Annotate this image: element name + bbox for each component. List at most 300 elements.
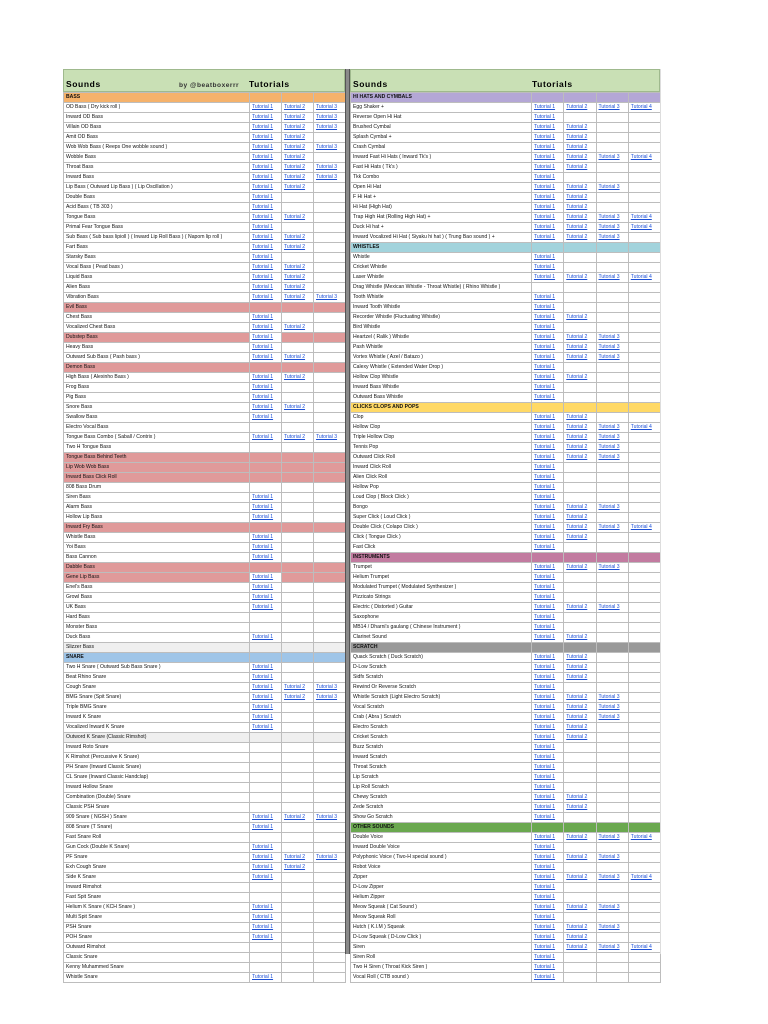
- tutorial-link[interactable]: Tutorial 1: [250, 163, 282, 173]
- tutorial-link[interactable]: Tutorial 2: [282, 273, 314, 283]
- tutorial-link[interactable]: Tutorial 2: [282, 173, 314, 183]
- tutorial-link[interactable]: Tutorial 2: [282, 263, 314, 273]
- tutorial-link[interactable]: Tutorial 2: [282, 853, 314, 863]
- tutorial-link[interactable]: Tutorial 2: [282, 373, 314, 383]
- tutorial-link[interactable]: Tutorial 1: [250, 573, 282, 583]
- tutorial-link[interactable]: Tutorial 1: [532, 263, 564, 273]
- tutorial-link[interactable]: Tutorial 2: [282, 293, 314, 303]
- tutorial-link[interactable]: Tutorial 1: [532, 733, 564, 743]
- tutorial-link[interactable]: Tutorial 1: [250, 863, 282, 873]
- tutorial-link[interactable]: Tutorial 2: [564, 443, 596, 453]
- tutorial-link[interactable]: Tutorial 2: [282, 183, 314, 193]
- tutorial-link[interactable]: Tutorial 4: [628, 523, 660, 533]
- tutorial-link[interactable]: Tutorial 2: [564, 233, 596, 243]
- tutorial-link[interactable]: Tutorial 2: [282, 103, 314, 113]
- tutorial-link[interactable]: Tutorial 1: [532, 373, 564, 383]
- empty-cell: [282, 383, 314, 393]
- tutorial-link[interactable]: Tutorial 1: [250, 223, 282, 233]
- tutorial-link[interactable]: Tutorial 3: [314, 813, 346, 823]
- tutorial-link[interactable]: Tutorial 3: [596, 693, 628, 703]
- tutorial-link[interactable]: Tutorial 1: [532, 743, 564, 753]
- tutorial-link[interactable]: Tutorial 1: [532, 433, 564, 443]
- section-header-row: [64, 653, 346, 663]
- tutorial-link[interactable]: Tutorial 2: [564, 203, 596, 213]
- tutorial-link[interactable]: Tutorial 3: [596, 923, 628, 933]
- tutorial-link[interactable]: Tutorial 2: [564, 423, 596, 433]
- tutorial-link[interactable]: Tutorial 1: [250, 633, 282, 643]
- tutorial-link[interactable]: Tutorial 2: [564, 453, 596, 463]
- tutorial-link[interactable]: Tutorial 1: [532, 653, 564, 663]
- tutorial-link[interactable]: Tutorial 2: [564, 663, 596, 673]
- tutorial-link[interactable]: Tutorial 3: [596, 453, 628, 463]
- tutorial-link[interactable]: Tutorial 2: [564, 123, 596, 133]
- tutorial-link[interactable]: Tutorial 1: [532, 913, 564, 923]
- tutorial-link[interactable]: Tutorial 1: [532, 923, 564, 933]
- tutorial-link[interactable]: Tutorial 2: [564, 933, 596, 943]
- tutorial-link[interactable]: Tutorial 2: [564, 223, 596, 233]
- tutorial-link[interactable]: Tutorial 1: [250, 813, 282, 823]
- tutorial-link[interactable]: Tutorial 4: [628, 153, 660, 163]
- tutorial-link[interactable]: Tutorial 1: [250, 293, 282, 303]
- tutorial-link[interactable]: Tutorial 2: [282, 153, 314, 163]
- tutorial-link[interactable]: Tutorial 1: [532, 583, 564, 593]
- sound-name: K Rimshot (Percussive K Snare): [64, 753, 250, 763]
- tutorial-link[interactable]: Tutorial 1: [532, 323, 564, 333]
- tutorial-link[interactable]: Tutorial 1: [532, 153, 564, 163]
- tutorial-link[interactable]: Tutorial 2: [282, 283, 314, 293]
- sound-name: Quack Scratch ( Duck Scratch): [351, 653, 532, 663]
- tutorial-link[interactable]: Tutorial 1: [532, 303, 564, 313]
- tutorial-link[interactable]: Tutorial 2: [282, 323, 314, 333]
- empty-cell: [314, 303, 346, 313]
- tutorial-link[interactable]: Tutorial 1: [250, 583, 282, 593]
- tutorial-link[interactable]: Tutorial 3: [596, 223, 628, 233]
- tutorial-link[interactable]: Tutorial 1: [532, 523, 564, 533]
- tutorial-link[interactable]: Tutorial 1: [532, 663, 564, 673]
- sound-name: OD Bass ( Dry kick roll ): [64, 103, 250, 113]
- tutorial-link[interactable]: Tutorial 3: [596, 423, 628, 433]
- tutorial-link[interactable]: Tutorial 2: [564, 713, 596, 723]
- tutorial-link[interactable]: Tutorial 1: [250, 933, 282, 943]
- tutorial-link[interactable]: Tutorial 1: [250, 823, 282, 833]
- tutorial-link[interactable]: Tutorial 1: [532, 773, 564, 783]
- tutorial-link[interactable]: Tutorial 2: [564, 273, 596, 283]
- tutorial-link[interactable]: Tutorial 2: [564, 653, 596, 663]
- tutorial-link[interactable]: Tutorial 2: [564, 313, 596, 323]
- tutorial-link[interactable]: Tutorial 3: [314, 103, 346, 113]
- tutorial-link[interactable]: Tutorial 1: [532, 933, 564, 943]
- tutorial-link[interactable]: Tutorial 4: [628, 833, 660, 843]
- tutorial-link[interactable]: Tutorial 1: [532, 203, 564, 213]
- tutorial-link[interactable]: Tutorial 1: [532, 603, 564, 613]
- tutorial-link[interactable]: Tutorial 1: [532, 763, 564, 773]
- tutorial-link[interactable]: Tutorial 3: [314, 853, 346, 863]
- tutorial-link[interactable]: Tutorial 2: [282, 433, 314, 443]
- tutorial-link[interactable]: Tutorial 1: [532, 703, 564, 713]
- empty-cell: [282, 713, 314, 723]
- tutorial-link[interactable]: Tutorial 1: [532, 753, 564, 763]
- tutorial-link[interactable]: Tutorial 1: [250, 683, 282, 693]
- tutorial-link[interactable]: Tutorial 1: [250, 183, 282, 193]
- tutorial-link[interactable]: Tutorial 1: [250, 713, 282, 723]
- tutorial-link[interactable]: Tutorial 3: [596, 833, 628, 843]
- sheet-right-gridline: [660, 69, 661, 954]
- tutorial-link[interactable]: Tutorial 1: [532, 393, 564, 403]
- sound-row: [351, 153, 661, 163]
- tutorial-link[interactable]: Tutorial 1: [250, 283, 282, 293]
- tutorial-link[interactable]: Tutorial 3: [596, 563, 628, 573]
- tutorial-link[interactable]: Tutorial 1: [532, 783, 564, 793]
- tutorial-link[interactable]: Tutorial 1: [532, 843, 564, 853]
- tutorial-link[interactable]: Tutorial 1: [532, 963, 564, 973]
- tutorial-link[interactable]: Tutorial 1: [250, 253, 282, 263]
- tutorial-link[interactable]: Tutorial 2: [564, 603, 596, 613]
- tutorial-link[interactable]: Tutorial 1: [250, 853, 282, 863]
- tutorial-link[interactable]: Tutorial 1: [250, 403, 282, 413]
- sound-row: [351, 503, 661, 513]
- tutorial-link[interactable]: Tutorial 1: [250, 233, 282, 243]
- tutorial-link[interactable]: Tutorial 1: [532, 333, 564, 343]
- tutorial-link[interactable]: Tutorial 1: [532, 183, 564, 193]
- tutorial-link[interactable]: Tutorial 1: [250, 343, 282, 353]
- tutorial-link[interactable]: Tutorial 2: [564, 523, 596, 533]
- tutorial-link[interactable]: Tutorial 1: [532, 363, 564, 373]
- tutorial-link[interactable]: Tutorial 1: [250, 703, 282, 713]
- left-tutorials-header: Tutorials: [249, 79, 290, 89]
- tutorial-link[interactable]: Tutorial 4: [628, 873, 660, 883]
- tutorial-link[interactable]: Tutorial 1: [532, 673, 564, 683]
- tutorial-link[interactable]: Tutorial 1: [532, 343, 564, 353]
- tutorial-link[interactable]: Tutorial 1: [250, 143, 282, 153]
- tutorial-link[interactable]: Tutorial 1: [250, 913, 282, 923]
- tutorial-link[interactable]: Tutorial 2: [564, 413, 596, 423]
- tutorial-link[interactable]: Tutorial 1: [250, 413, 282, 423]
- section-header-row: [351, 553, 661, 563]
- tutorial-link[interactable]: Tutorial 2: [564, 903, 596, 913]
- tutorial-link[interactable]: Tutorial 4: [628, 273, 660, 283]
- tutorial-link[interactable]: Tutorial 1: [532, 713, 564, 723]
- tutorial-link[interactable]: Tutorial 1: [532, 213, 564, 223]
- tutorial-link[interactable]: Tutorial 2: [282, 123, 314, 133]
- tutorial-link[interactable]: Tutorial 2: [564, 183, 596, 193]
- sound-row: [64, 503, 346, 513]
- tutorial-link[interactable]: Tutorial 1: [250, 593, 282, 603]
- tutorial-link[interactable]: Tutorial 3: [596, 603, 628, 613]
- tutorial-link[interactable]: Tutorial 2: [282, 233, 314, 243]
- sound-name: Inward Bass Click Roll: [64, 473, 250, 483]
- tutorial-link[interactable]: Tutorial 1: [532, 723, 564, 733]
- tutorial-link[interactable]: Tutorial 1: [250, 503, 282, 513]
- empty-cell: [250, 443, 282, 453]
- tutorial-link[interactable]: Tutorial 2: [564, 133, 596, 143]
- tutorial-link[interactable]: Tutorial 4: [628, 223, 660, 233]
- tutorial-link[interactable]: Tutorial 2: [564, 853, 596, 863]
- tutorial-link[interactable]: Tutorial 1: [250, 353, 282, 363]
- tutorial-link[interactable]: Tutorial 4: [628, 943, 660, 953]
- tutorial-link[interactable]: Tutorial 1: [250, 333, 282, 343]
- tutorial-link[interactable]: Tutorial 1: [250, 493, 282, 503]
- sound-row: [64, 593, 346, 603]
- tutorial-link[interactable]: Tutorial 1: [532, 253, 564, 263]
- tutorial-link[interactable]: Tutorial 1: [532, 123, 564, 133]
- empty-cell: [250, 773, 282, 783]
- tutorial-link[interactable]: Tutorial 1: [250, 393, 282, 403]
- tutorial-link[interactable]: Tutorial 1: [532, 623, 564, 633]
- tutorial-link[interactable]: Tutorial 2: [282, 143, 314, 153]
- tutorial-link[interactable]: Tutorial 1: [532, 453, 564, 463]
- tutorial-link[interactable]: Tutorial 1: [532, 113, 564, 123]
- tutorial-link[interactable]: Tutorial 2: [282, 213, 314, 223]
- empty-cell: [314, 373, 346, 383]
- sound-name: Pig Bass: [64, 393, 250, 403]
- tutorial-link[interactable]: Tutorial 2: [282, 243, 314, 253]
- tutorial-link[interactable]: Tutorial 1: [532, 543, 564, 553]
- tutorial-link[interactable]: Tutorial 3: [596, 703, 628, 713]
- tutorial-link[interactable]: Tutorial 1: [532, 953, 564, 963]
- tutorial-link[interactable]: Tutorial 2: [564, 213, 596, 223]
- tutorial-link[interactable]: Tutorial 2: [564, 503, 596, 513]
- tutorial-link[interactable]: Tutorial 1: [250, 203, 282, 213]
- tutorial-link[interactable]: Tutorial 1: [532, 943, 564, 953]
- empty-cell: [628, 853, 660, 863]
- tutorial-link[interactable]: Tutorial 1: [250, 273, 282, 283]
- tutorial-link[interactable]: Tutorial 2: [564, 163, 596, 173]
- tutorial-link[interactable]: Tutorial 2: [564, 373, 596, 383]
- tutorial-link[interactable]: Tutorial 1: [532, 313, 564, 323]
- tutorial-link[interactable]: Tutorial 1: [250, 323, 282, 333]
- tutorial-link[interactable]: Tutorial 1: [532, 883, 564, 893]
- empty-cell: [282, 903, 314, 913]
- empty-cell: [628, 303, 660, 313]
- sound-row: [64, 233, 346, 243]
- tutorial-link[interactable]: Tutorial 1: [532, 493, 564, 503]
- tutorial-link[interactable]: Tutorial 2: [564, 793, 596, 803]
- tutorial-link[interactable]: Tutorial 2: [564, 333, 596, 343]
- tutorial-link[interactable]: Tutorial 3: [314, 693, 346, 703]
- tutorial-link[interactable]: Tutorial 2: [282, 133, 314, 143]
- tutorial-link[interactable]: Tutorial 1: [250, 123, 282, 133]
- tutorial-link[interactable]: Tutorial 4: [628, 213, 660, 223]
- tutorial-link[interactable]: Tutorial 1: [532, 413, 564, 423]
- tutorial-link[interactable]: Tutorial 2: [564, 103, 596, 113]
- tutorial-link[interactable]: Tutorial 2: [282, 813, 314, 823]
- tutorial-link[interactable]: Tutorial 1: [532, 893, 564, 903]
- tutorial-link[interactable]: Tutorial 1: [532, 863, 564, 873]
- tutorial-link[interactable]: Tutorial 3: [596, 153, 628, 163]
- tutorial-link[interactable]: Tutorial 2: [282, 163, 314, 173]
- sound-row: [64, 403, 346, 413]
- tutorial-link[interactable]: Tutorial 1: [532, 293, 564, 303]
- tutorial-link[interactable]: Tutorial 3: [314, 433, 346, 443]
- tutorial-link[interactable]: Tutorial 2: [564, 803, 596, 813]
- sound-name: Reverse Open Hi Hat: [351, 113, 532, 123]
- tutorial-link[interactable]: Tutorial 3: [314, 113, 346, 123]
- tutorial-link[interactable]: Tutorial 1: [532, 103, 564, 113]
- tutorial-link[interactable]: Tutorial 1: [532, 383, 564, 393]
- tutorial-link[interactable]: Tutorial 1: [532, 683, 564, 693]
- tutorial-link[interactable]: Tutorial 2: [564, 873, 596, 883]
- tutorial-link[interactable]: Tutorial 1: [250, 193, 282, 203]
- tutorial-link[interactable]: Tutorial 1: [532, 593, 564, 603]
- tutorial-link[interactable]: Tutorial 2: [564, 433, 596, 443]
- tutorial-link[interactable]: Tutorial 3: [596, 333, 628, 343]
- tutorial-link[interactable]: Tutorial 1: [532, 223, 564, 233]
- tutorial-link[interactable]: Tutorial 1: [250, 433, 282, 443]
- tutorial-link[interactable]: Tutorial 1: [532, 513, 564, 523]
- tutorial-link[interactable]: Tutorial 1: [532, 563, 564, 573]
- tutorial-link[interactable]: Tutorial 3: [596, 233, 628, 243]
- tutorial-link[interactable]: Tutorial 2: [564, 833, 596, 843]
- tutorial-link[interactable]: Tutorial 2: [282, 863, 314, 873]
- tutorial-link[interactable]: Tutorial 2: [282, 113, 314, 123]
- tutorial-link[interactable]: Tutorial 2: [564, 563, 596, 573]
- tutorial-link[interactable]: Tutorial 3: [314, 293, 346, 303]
- tutorial-link[interactable]: Tutorial 3: [596, 103, 628, 113]
- tutorial-link[interactable]: Tutorial 4: [628, 103, 660, 113]
- tutorial-link[interactable]: Tutorial 1: [532, 273, 564, 283]
- tutorial-link[interactable]: Tutorial 3: [596, 903, 628, 913]
- tutorial-link[interactable]: Tutorial 1: [250, 243, 282, 253]
- tutorial-link[interactable]: Tutorial 3: [596, 433, 628, 443]
- tutorial-link[interactable]: Tutorial 3: [596, 523, 628, 533]
- empty-cell: [250, 423, 282, 433]
- tutorial-link[interactable]: Tutorial 1: [532, 143, 564, 153]
- tutorial-link[interactable]: Tutorial 2: [282, 693, 314, 703]
- tutorial-link[interactable]: Tutorial 1: [532, 173, 564, 183]
- tutorial-link[interactable]: Tutorial 2: [564, 153, 596, 163]
- tutorial-link[interactable]: Tutorial 1: [532, 353, 564, 363]
- tutorial-link[interactable]: Tutorial 2: [564, 143, 596, 153]
- tutorial-link[interactable]: Tutorial 1: [532, 573, 564, 583]
- tutorial-link[interactable]: Tutorial 1: [250, 873, 282, 883]
- tutorial-link[interactable]: Tutorial 4: [628, 423, 660, 433]
- tutorial-link[interactable]: Tutorial 1: [250, 213, 282, 223]
- tutorial-link[interactable]: Tutorial 3: [596, 853, 628, 863]
- tutorial-link[interactable]: Tutorial 2: [564, 353, 596, 363]
- tutorial-link[interactable]: Tutorial 1: [532, 483, 564, 493]
- sound-name: Fart Bass: [64, 243, 250, 253]
- empty-cell: [564, 843, 596, 853]
- tutorial-link[interactable]: Tutorial 2: [564, 513, 596, 523]
- tutorial-link[interactable]: Tutorial 1: [532, 903, 564, 913]
- tutorial-link[interactable]: Tutorial 1: [532, 193, 564, 203]
- tutorial-link[interactable]: Tutorial 1: [250, 513, 282, 523]
- tutorial-link[interactable]: Tutorial 1: [532, 473, 564, 483]
- tutorial-link[interactable]: Tutorial 1: [250, 543, 282, 553]
- tutorial-link[interactable]: Tutorial 1: [532, 133, 564, 143]
- tutorial-link[interactable]: Tutorial 1: [250, 923, 282, 933]
- tutorial-link[interactable]: Tutorial 2: [564, 343, 596, 353]
- tutorial-link[interactable]: Tutorial 2: [564, 533, 596, 543]
- tutorial-link[interactable]: Tutorial 1: [532, 233, 564, 243]
- tutorial-link[interactable]: Tutorial 1: [532, 793, 564, 803]
- tutorial-link[interactable]: Tutorial 2: [564, 673, 596, 683]
- tutorial-link[interactable]: Tutorial 2: [282, 683, 314, 693]
- tutorial-link[interactable]: Tutorial 1: [532, 163, 564, 173]
- tutorial-link[interactable]: Tutorial 1: [250, 313, 282, 323]
- tutorial-link[interactable]: Tutorial 1: [532, 463, 564, 473]
- tutorial-link[interactable]: Tutorial 2: [564, 733, 596, 743]
- tutorial-link[interactable]: Tutorial 1: [250, 153, 282, 163]
- tutorial-link[interactable]: Tutorial 3: [314, 143, 346, 153]
- tutorial-link[interactable]: Tutorial 3: [596, 343, 628, 353]
- tutorial-link[interactable]: Tutorial 1: [250, 693, 282, 703]
- tutorial-link[interactable]: Tutorial 1: [532, 633, 564, 643]
- tutorial-link[interactable]: Tutorial 1: [532, 693, 564, 703]
- tutorial-link[interactable]: Tutorial 1: [532, 423, 564, 433]
- tutorial-link[interactable]: Tutorial 1: [532, 803, 564, 813]
- tutorial-link[interactable]: Tutorial 3: [596, 873, 628, 883]
- tutorial-link[interactable]: Tutorial 3: [596, 443, 628, 453]
- tutorial-link[interactable]: Tutorial 1: [250, 383, 282, 393]
- tutorial-link[interactable]: Tutorial 1: [250, 113, 282, 123]
- tutorial-link[interactable]: Tutorial 1: [250, 533, 282, 543]
- tutorial-link[interactable]: Tutorial 1: [532, 813, 564, 823]
- tutorial-link[interactable]: Tutorial 3: [314, 123, 346, 133]
- tutorial-link[interactable]: Tutorial 1: [532, 973, 564, 983]
- empty-cell: [596, 763, 628, 773]
- empty-cell: [282, 473, 314, 483]
- tutorial-link[interactable]: Tutorial 3: [314, 163, 346, 173]
- tutorial-link[interactable]: Tutorial 2: [564, 923, 596, 933]
- tutorial-link[interactable]: Tutorial 2: [282, 353, 314, 363]
- tutorial-link[interactable]: Tutorial 1: [250, 103, 282, 113]
- tutorial-link[interactable]: Tutorial 3: [596, 183, 628, 193]
- tutorial-link[interactable]: Tutorial 2: [564, 703, 596, 713]
- empty-cell: [282, 663, 314, 673]
- tutorial-link[interactable]: Tutorial 1: [532, 503, 564, 513]
- tutorial-link[interactable]: Tutorial 1: [250, 173, 282, 183]
- tutorial-link[interactable]: Tutorial 1: [250, 603, 282, 613]
- tutorial-link[interactable]: Tutorial 1: [250, 973, 282, 983]
- tutorial-link[interactable]: Tutorial 1: [250, 133, 282, 143]
- tutorial-link[interactable]: Tutorial 1: [532, 873, 564, 883]
- sound-name: Monster Bass: [64, 623, 250, 633]
- tutorial-link[interactable]: Tutorial 2: [564, 723, 596, 733]
- tutorial-link[interactable]: Tutorial 3: [596, 353, 628, 363]
- tutorial-link[interactable]: Tutorial 1: [250, 263, 282, 273]
- sound-row: [351, 163, 661, 173]
- sound-name: Show Go Scratch: [351, 813, 532, 823]
- tutorial-link[interactable]: Tutorial 2: [564, 193, 596, 203]
- tutorial-link[interactable]: Tutorial 2: [282, 403, 314, 413]
- tutorial-link[interactable]: Tutorial 1: [250, 553, 282, 563]
- tutorial-link[interactable]: Tutorial 3: [596, 213, 628, 223]
- tutorial-link[interactable]: Tutorial 3: [596, 503, 628, 513]
- tutorial-link[interactable]: Tutorial 1: [532, 853, 564, 863]
- tutorial-link[interactable]: Tutorial 3: [314, 683, 346, 693]
- empty-cell: [596, 863, 628, 873]
- tutorial-link[interactable]: Tutorial 2: [564, 943, 596, 953]
- section-fill-cell: [628, 643, 660, 653]
- tutorial-link[interactable]: Tutorial 1: [250, 373, 282, 383]
- tutorial-link[interactable]: Tutorial 3: [314, 173, 346, 183]
- tutorial-link[interactable]: Tutorial 1: [532, 443, 564, 453]
- tutorial-link[interactable]: Tutorial 1: [250, 663, 282, 673]
- tutorial-link[interactable]: Tutorial 3: [596, 713, 628, 723]
- tutorial-link[interactable]: Tutorial 1: [532, 613, 564, 623]
- tutorial-link[interactable]: Tutorial 1: [250, 903, 282, 913]
- tutorial-link[interactable]: Tutorial 3: [596, 943, 628, 953]
- tutorial-link[interactable]: Tutorial 1: [532, 833, 564, 843]
- tutorial-link[interactable]: Tutorial 1: [250, 673, 282, 683]
- tutorial-link[interactable]: Tutorial 2: [564, 633, 596, 643]
- tutorial-link[interactable]: Tutorial 1: [532, 533, 564, 543]
- tutorial-link[interactable]: Tutorial 2: [564, 693, 596, 703]
- tutorial-link[interactable]: Tutorial 1: [250, 843, 282, 853]
- tutorial-link[interactable]: Tutorial 3: [596, 273, 628, 283]
- tutorial-link[interactable]: Tutorial 1: [250, 723, 282, 733]
